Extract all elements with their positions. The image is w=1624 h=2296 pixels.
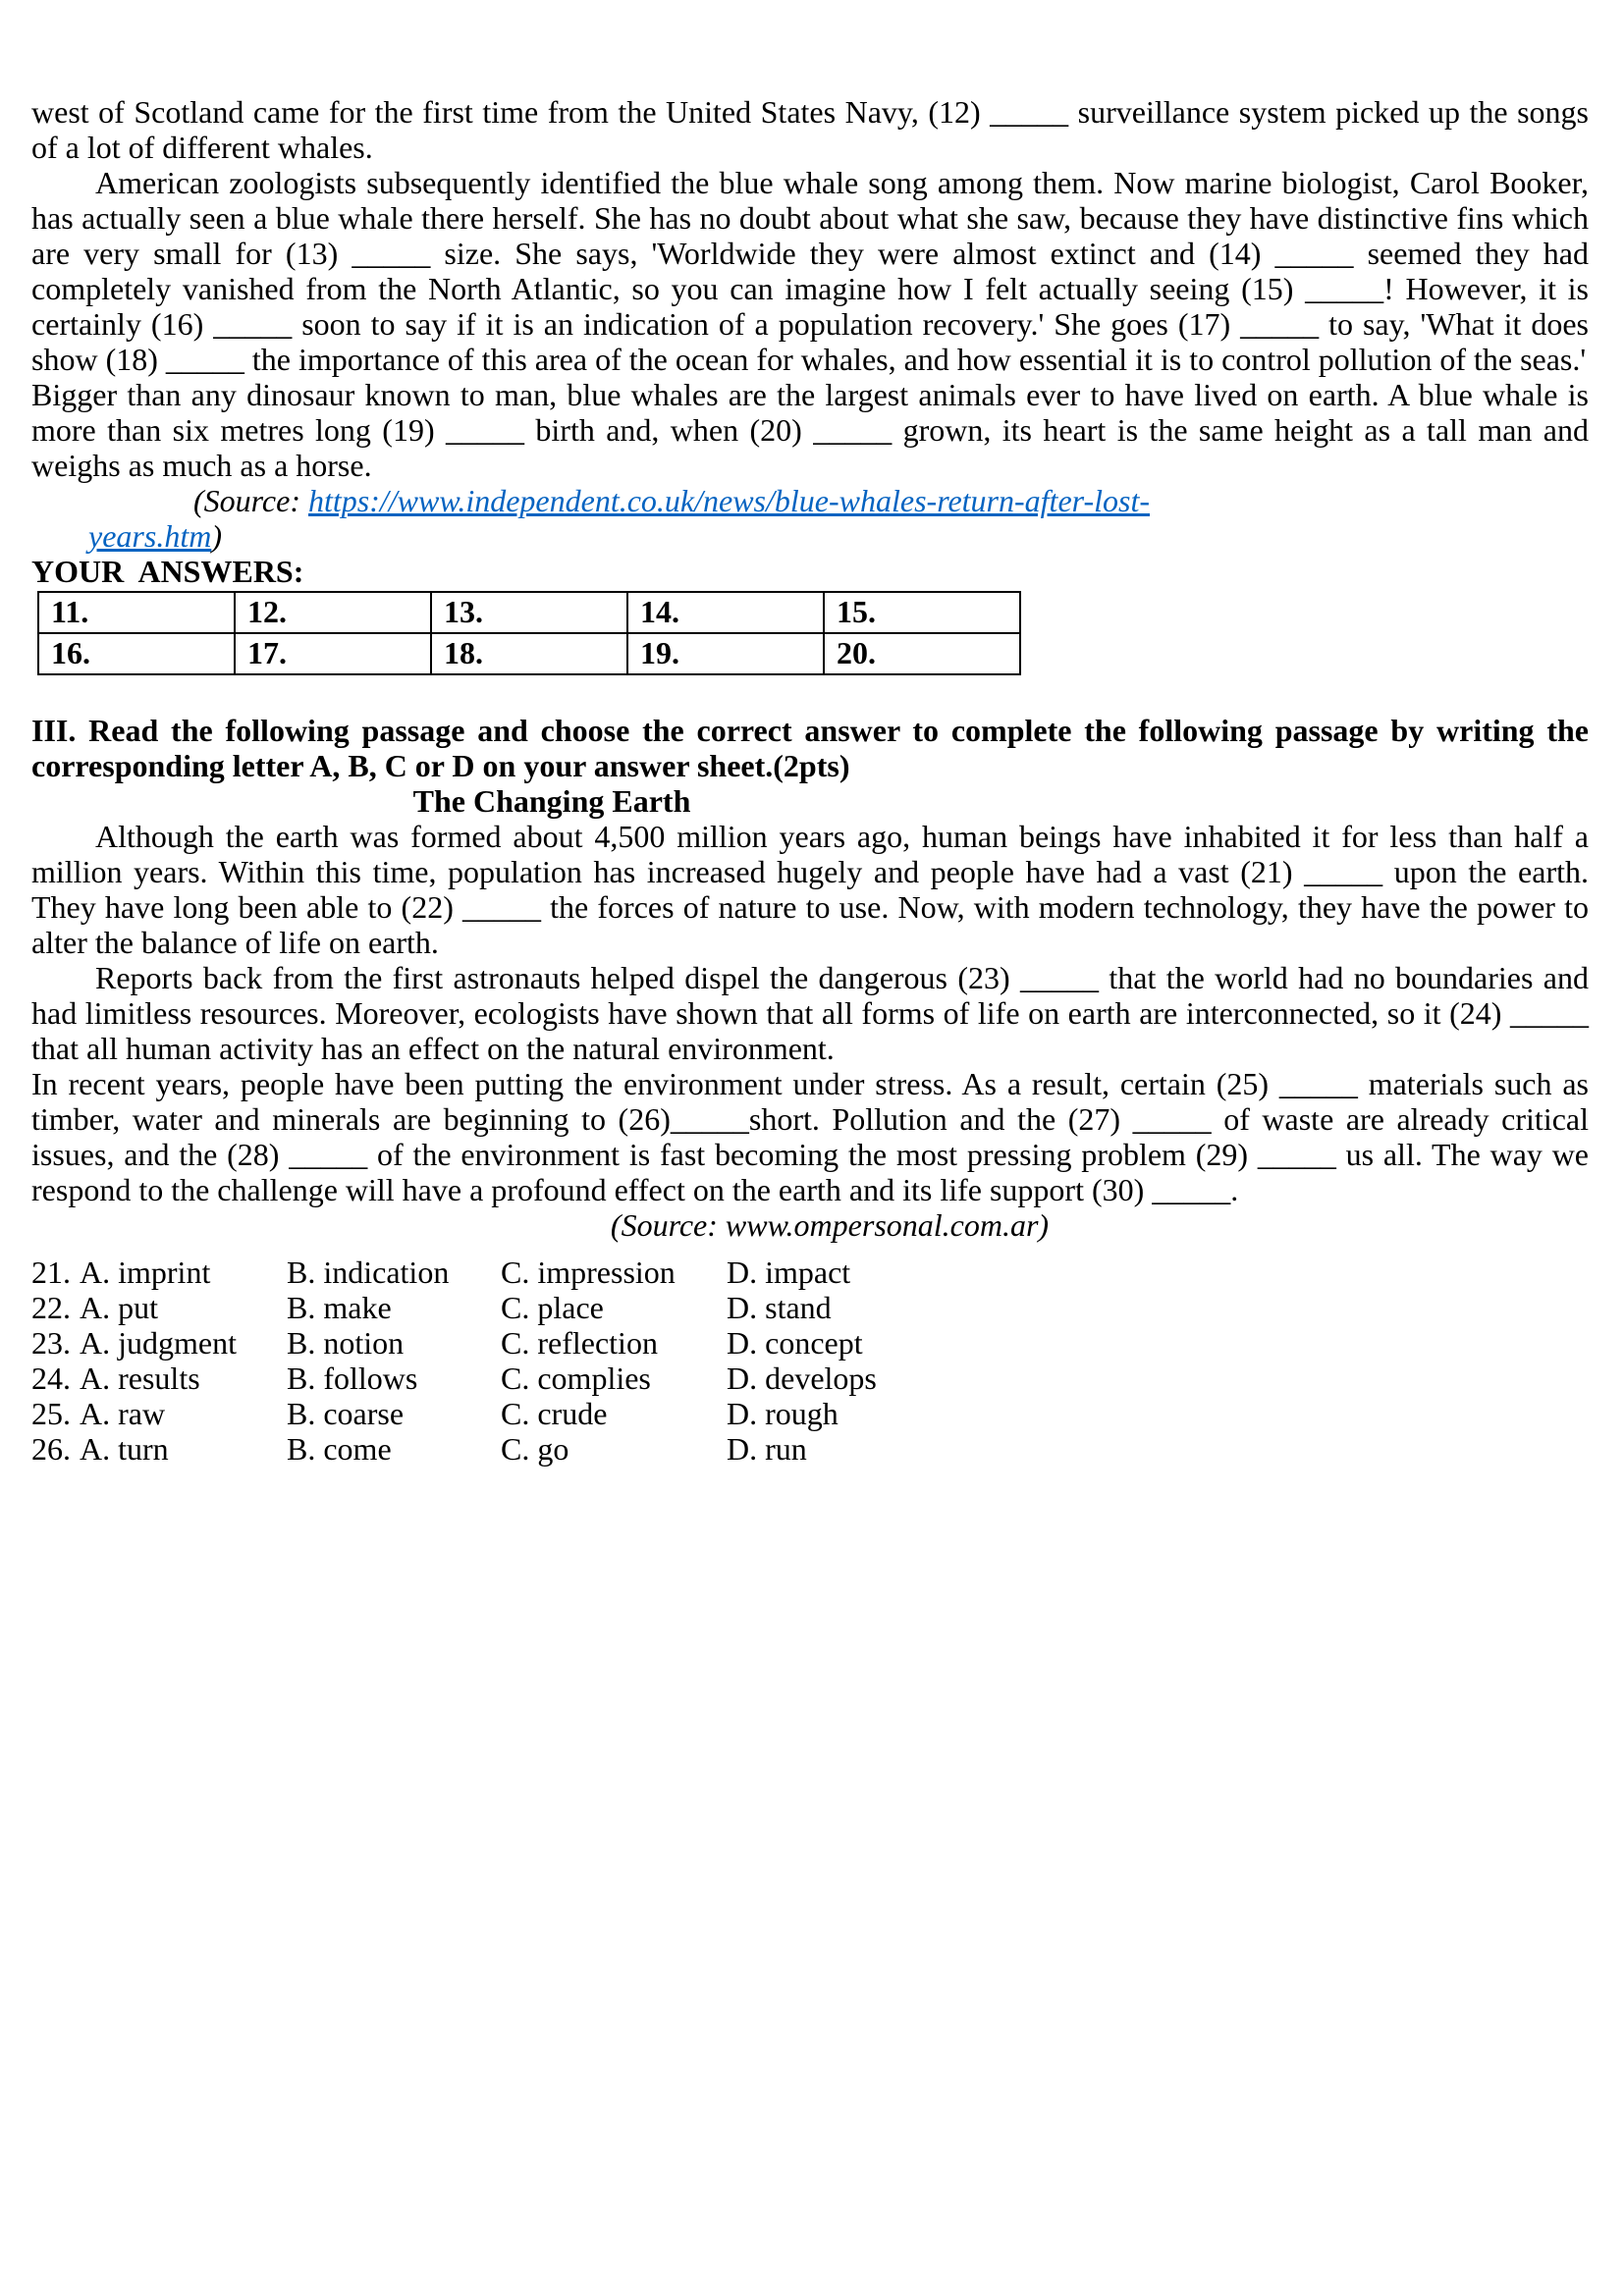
option-21-c: C. impression bbox=[501, 1255, 676, 1290]
option-24-d: D. develops bbox=[727, 1361, 877, 1396]
section-3-heading: III. Read the following passage and choose the correct answer to complete the following passage by writing the corresponding letter A, B, C or D on your answer sheet.(2pts) bbox=[31, 713, 1589, 783]
answer-cell-14: 14. bbox=[627, 592, 824, 633]
option-row-21 bbox=[31, 1255, 1589, 1290]
option-25-c: C. crude bbox=[501, 1396, 608, 1431]
option-22-c: C. place bbox=[501, 1290, 604, 1325]
option-number: 24. bbox=[31, 1361, 71, 1396]
option-22-a bbox=[31, 1290, 287, 1325]
option-25-b: B. coarse bbox=[287, 1396, 405, 1431]
answer-cell-19: 19. bbox=[627, 633, 824, 674]
source-hyperlink-part1[interactable]: https://www.independent.co.uk/news/blue-whales-return-after-lost- bbox=[307, 483, 1150, 518]
option-number: 23. bbox=[31, 1325, 71, 1361]
answers-table bbox=[37, 591, 1021, 675]
options-list bbox=[31, 1255, 1589, 1467]
paragraph-earth-2: Reports back from the first astronauts helped dispel the dangerous (23) _____ that the world had no boundaries and had limitless resources. Moreover, ecologists have shown that all forms of life on earth are interconnected, so it (24) _____ that all human activity has an effect on the natural environment. bbox=[31, 960, 1589, 1066]
paragraph-whales-3: Bigger than any dinosaur known to man, blue whales are the largest animals ever to have lived on earth. A blue whale is more than six metres long (19) _____ birth and, when (20) _____ grown, its heart is the same height as a tall man and weighs as much as a horse. bbox=[31, 377, 1589, 483]
option-22-d: D. stand bbox=[727, 1290, 832, 1325]
option-24-c: C. complies bbox=[501, 1361, 651, 1396]
answer-cell-15: 15. bbox=[824, 592, 1020, 633]
option-23-d: D. concept bbox=[727, 1325, 863, 1361]
option-23-a bbox=[31, 1325, 287, 1361]
option-choice-a: A. results bbox=[80, 1361, 200, 1396]
option-21-b: B. indication bbox=[287, 1255, 450, 1290]
source-hyperlink-part2[interactable]: years.htm bbox=[88, 518, 212, 554]
option-26-b: B. come bbox=[287, 1431, 392, 1467]
option-row-22 bbox=[31, 1290, 1589, 1325]
option-22-b: B. make bbox=[287, 1290, 392, 1325]
option-number: 26. bbox=[31, 1431, 71, 1467]
option-26-c: C. go bbox=[501, 1431, 569, 1467]
source-2: (Source: www.ompersonal.com.ar) bbox=[610, 1207, 1050, 1243]
answer-cell-13: 13. bbox=[431, 592, 627, 633]
option-row-26 bbox=[31, 1431, 1589, 1467]
option-number: 22. bbox=[31, 1290, 71, 1325]
option-choice-a: A. imprint bbox=[80, 1255, 211, 1290]
option-number: 25. bbox=[31, 1396, 71, 1431]
option-number: 21. bbox=[31, 1255, 71, 1290]
source-line-1 bbox=[193, 483, 1589, 518]
passage-title: The Changing Earth bbox=[412, 783, 691, 819]
answer-cell-20: 20. bbox=[824, 633, 1020, 674]
option-23-b: B. notion bbox=[287, 1325, 405, 1361]
paragraph-whales-2: American zoologists subsequently identified the blue whale song among them. Now marine biologist, Carol Booker, has actually seen a blue whale there herself. She has no doubt about what she saw, because they have distinctive fins which are very small for (13) _____ size. She says, 'Worldwide they were almost extinct and (14) _____ seemed they had completely vanished from the North Atlantic, so you can imagine how I felt actually seeing (15) _____! However, it is certainly (16) _____ soon to say if it is an indication of a population recovery.' She goes (17) _____ to say, 'What it does show (18) _____ the importance of this area of the ocean for whales, and how essential it is to control pollution of the seas.' bbox=[31, 165, 1589, 377]
answer-cell-17: 17. bbox=[235, 633, 431, 674]
paragraph-earth-3: In recent years, people have been putting the environment under stress. As a result, certain (25) _____ materials such as timber, water and minerals are beginning to (26)_____short. Pollution and the (27) _____ of waste are already critical issues, and the (28) _____ of the environment is fast becoming the most pressing problem (29) _____ us all. The way we respond to the challenge will have a profound effect on the earth and its life support (30) _____. bbox=[31, 1066, 1589, 1207]
answer-cell-12: 12. bbox=[235, 592, 431, 633]
option-25-a bbox=[31, 1396, 287, 1431]
your-answers-label: YOUR ANSWERS: bbox=[31, 554, 304, 589]
option-21-d: D. impact bbox=[727, 1255, 851, 1290]
source-line-2 bbox=[88, 518, 1589, 554]
source-prefix: (Source: bbox=[193, 483, 308, 518]
option-row-24 bbox=[31, 1361, 1589, 1396]
answers-row-2 bbox=[38, 633, 1020, 674]
option-choice-a: A. raw bbox=[80, 1396, 166, 1431]
option-21-a bbox=[31, 1255, 287, 1290]
answer-cell-18: 18. bbox=[431, 633, 627, 674]
option-choice-a: A. judgment bbox=[80, 1325, 237, 1361]
option-26-d: D. run bbox=[727, 1431, 807, 1467]
option-24-b: B. follows bbox=[287, 1361, 418, 1396]
paragraph-whales-1: west of Scotland came for the first time from the United States Navy, (12) _____ surveillance system picked up the songs of a lot of different whales. bbox=[31, 94, 1589, 165]
option-25-d: D. rough bbox=[727, 1396, 839, 1431]
option-24-a bbox=[31, 1361, 287, 1396]
answer-cell-11: 11. bbox=[38, 592, 235, 633]
option-choice-a: A. turn bbox=[80, 1431, 169, 1467]
answer-cell-16: 16. bbox=[38, 633, 235, 674]
answers-row-1 bbox=[38, 592, 1020, 633]
option-23-c: C. reflection bbox=[501, 1325, 658, 1361]
source-suffix: ) bbox=[211, 518, 222, 554]
option-choice-a: A. put bbox=[80, 1290, 158, 1325]
paragraph-earth-1: Although the earth was formed about 4,500 million years ago, human beings have inhabited it for less than half a million years. Within this time, population has increased hugely and people have had a vast (21) _____ upon the earth. They have long been able to (22) _____ the forces of nature to use. Now, with modern technology, they have the power to alter the balance of life on earth. bbox=[31, 819, 1589, 960]
option-26-a bbox=[31, 1431, 287, 1467]
option-row-23 bbox=[31, 1325, 1589, 1361]
option-row-25 bbox=[31, 1396, 1589, 1431]
